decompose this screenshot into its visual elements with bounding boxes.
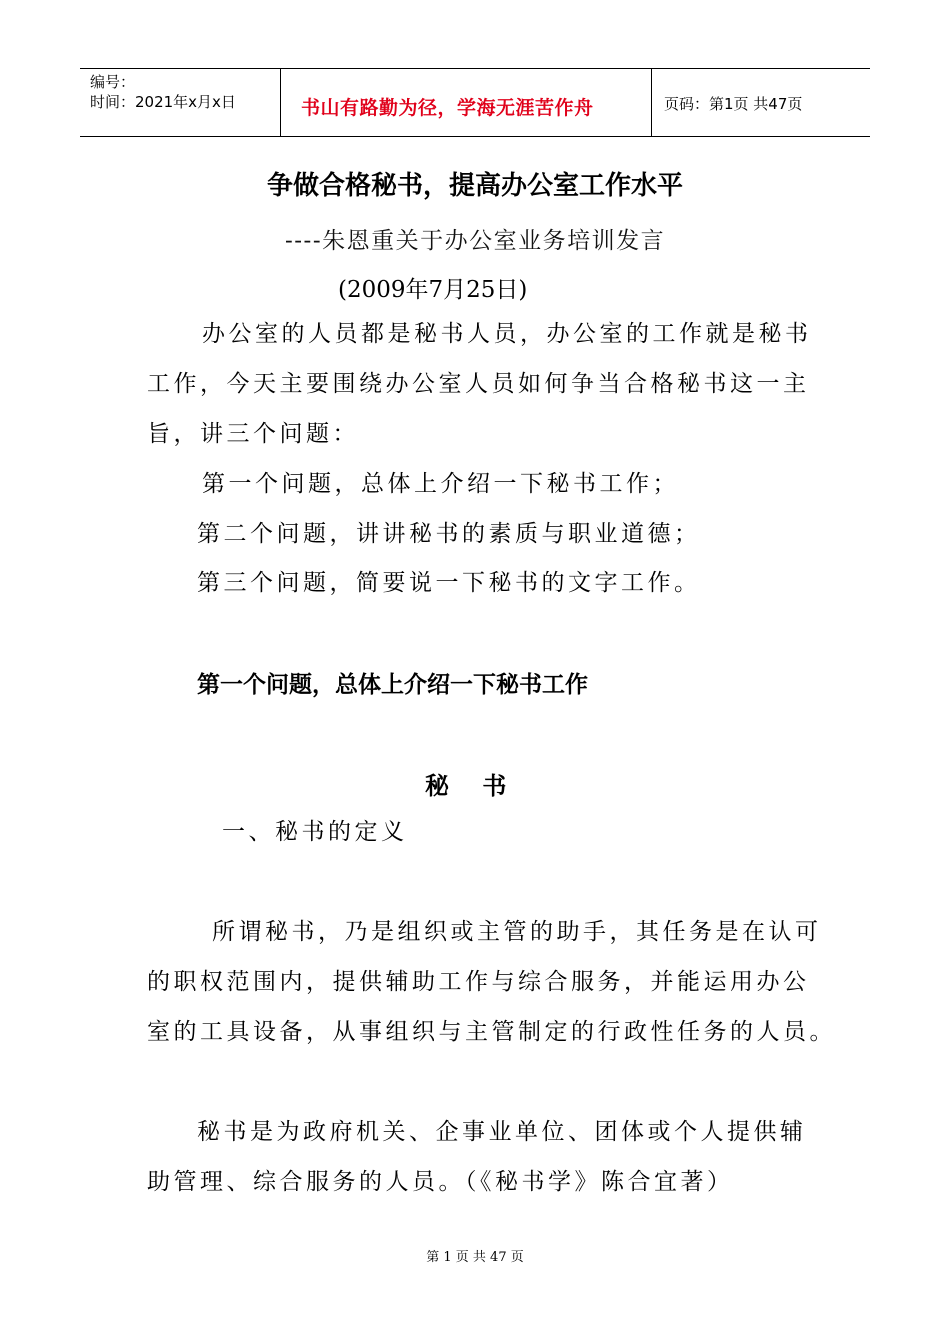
header-motto-cell	[281, 69, 652, 136]
header-page-cell	[652, 69, 870, 136]
definition2-line-1: 秘书是为政府机关、企事业单位、团体或个人提供辅	[197, 1119, 807, 1145]
question-2: 第二个问题，讲讲秘书的素质与职业道德；	[197, 521, 701, 547]
question-1: 第一个问题，总体上介绍一下秘书工作；	[202, 471, 679, 497]
document-subtitle: ----朱恩重关于办公室业务培训发言	[285, 228, 666, 254]
definition-line-1: 所谓秘书，乃是组织或主管的助手，其任务是在认可	[212, 919, 822, 945]
motto-text: 书山有路勤为径，学海无涯苦作舟	[301, 97, 594, 119]
definition2-line-2: 助管理、综合服务的人员。（《秘书学》陈合宜著）	[147, 1169, 734, 1195]
number-label: 编号：	[90, 73, 136, 91]
subheading-definition: 一、秘书的定义	[222, 819, 408, 845]
intro-line-3: 旨，讲三个问题：	[147, 421, 359, 447]
page-footer: 第 1 页 共 47 页	[426, 1250, 524, 1265]
intro-line-1: 办公室的人员都是秘书人员，办公室的工作就是秘书	[202, 321, 812, 347]
header-meta-cell	[80, 69, 281, 136]
intro-line-2: 工作，今天主要围绕办公室人员如何争当合格秘书这一主	[147, 371, 810, 397]
question-3: 第三个问题，简要说一下秘书的文字工作。	[197, 570, 701, 596]
section-heading: 第一个问题，总体上介绍一下秘书工作	[197, 672, 588, 698]
page-info: 页码：第1页 共47页	[664, 95, 803, 113]
time-label: 时间：2021年x月x日	[90, 93, 236, 111]
document-date: (2009年7月25日)	[338, 277, 528, 303]
header-table	[80, 68, 870, 137]
section-title: 秘 书	[425, 772, 507, 800]
document-title: 争做合格秘书，提高办公室工作水平	[266, 171, 683, 201]
definition-line-2: 的职权范围内，提供辅助工作与综合服务，并能运用办公	[147, 969, 810, 995]
definition-line-3: 室的工具设备，从事组织与主管制定的行政性任务的人员。	[147, 1019, 836, 1045]
